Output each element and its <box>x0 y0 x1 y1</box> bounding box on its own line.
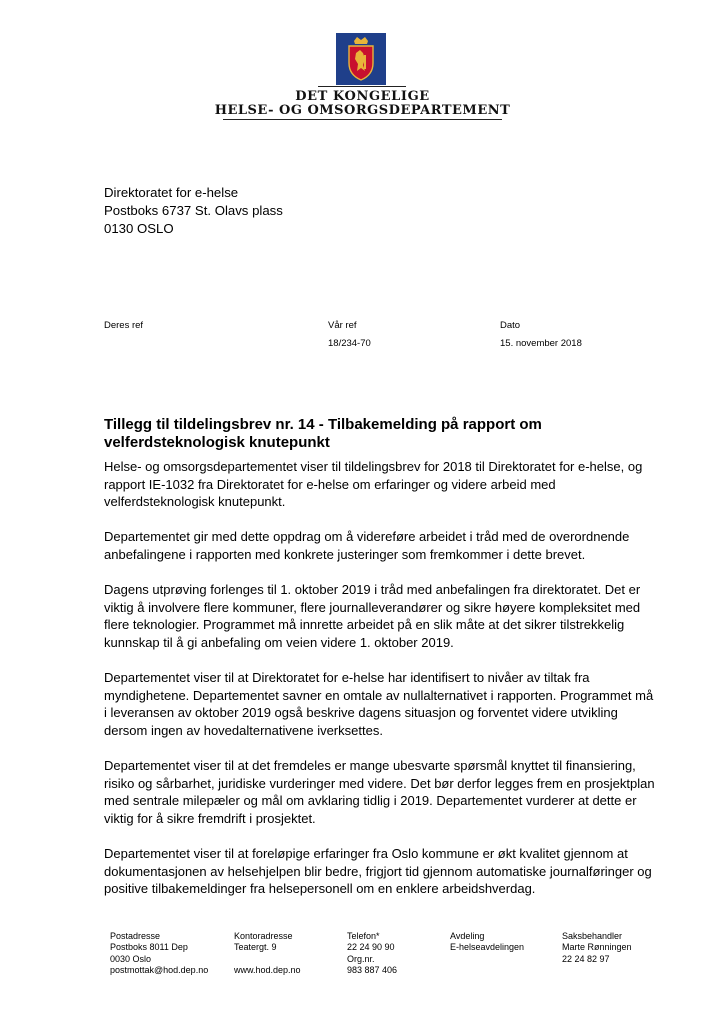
letter-title-line2: velferdsteknologisk knutepunkt <box>104 434 330 451</box>
letterhead-rule-bottom <box>223 119 502 120</box>
letterhead-line2: HELSE- OG OMSORGSDEPARTEMENT <box>214 103 511 118</box>
body-paragraph-4: Departementet viser til at Direktoratet for e-helse har identifisert to nivåer av tiltak fra myndighetene. Departementet savner en omtale av nullalternativet i rapporten. Programmet må i leveransen av oktober 2019 også beskrive dagens situasjon og forventet videre utvikling dersom ingen av hovedalternativene iverksettes. <box>104 670 654 738</box>
footer-avdeling <box>450 931 524 954</box>
footer-saksbehandler <box>562 931 632 965</box>
body-paragraph-5: Departementet viser til at det fremdeles er mange ubesvarte spørsmål knyttet til finansiering, risiko og sårbarhet, juridiske vurderinger med videre. Det bør derfor legges frem en prosjektplan med sentrale milepæler og mål om avklaring tidlig i 2019. Departementet vurderer at dette er viktig for å sikre fremdrift i prosjektet. <box>104 758 655 826</box>
footer-telefon-number: 22 24 90 90 <box>347 942 395 953</box>
footer-postadresse-city: 0030 Oslo <box>110 953 152 964</box>
footer-saksbehandler-phone: 22 24 82 97 <box>562 953 610 964</box>
footer-kontoradresse-label: Kontoradresse <box>234 931 293 941</box>
body-paragraph-6: Departementet viser til at foreløpige erfaringer fra Oslo kommune er økt kvalitet gjennom at dokumentasjonen av helsehjelpen blir bedre, frigjort tid gjennom automatiske journalføringer og positive tilbakemeldinger fra helsepersonell om en enklere arbeidshverdag. <box>104 846 652 897</box>
recipient-address <box>104 184 283 238</box>
body-paragraph-1: Helse- og omsorgsdepartementet viser til tildelingsbrev for 2018 til Direktoratet for e-helse, og rapport IE-1032 fra Direktoratet for e-helse om erfaringer og videre arbeid med velferdsteknologisk knutepunkt. <box>104 459 643 510</box>
footer-telefon-label: Telefon* <box>347 931 380 941</box>
letterhead-line1: DET KONGELIGE <box>295 89 430 104</box>
body-paragraph-3: Dagens utprøving forlenges til 1. oktober 2019 i tråd med anbefalingen fra direktoratet. Det er viktig å involvere flere kommuner, flere journalleverandører og sikre høyere kompleksitet med flere teknologier. Programmet må innrette arbeidet på en slik måte at det sikrer tilstrekkelig kunnskap til å gi anbefaling om veien videre 1. oktober 2019. <box>104 582 641 650</box>
footer-saksbehandler-name: Marte Rønningen <box>562 942 632 953</box>
footer-email: postmottak@hod.dep.no <box>110 964 209 975</box>
footer-avdeling-label: Avdeling <box>450 931 485 941</box>
footer-postadresse <box>110 931 208 976</box>
coat-of-arms-logo <box>336 33 386 85</box>
footer-avdeling-value: E-helseavdelingen <box>450 942 525 953</box>
body-paragraph-2: Departementet gir med dette oppdrag om å videreføre arbeidet i tråd med de overordnende anbefalingene i rapporten med konkrete justeringer som fremkommer i dette brevet. <box>104 529 630 562</box>
var-ref-value: 18/234-70 <box>328 338 371 349</box>
footer-kontoradresse-street: Teatergt. 9 <box>234 942 277 953</box>
footer-orgnr-label: Org.nr. <box>347 953 375 964</box>
dato-label: Dato <box>500 320 521 331</box>
footer-postadresse-label: Postadresse <box>110 931 161 941</box>
var-ref-label: Vår ref <box>328 320 357 331</box>
dato-value: 15. november 2018 <box>500 338 582 349</box>
recipient-name: Direktoratet for e-helse <box>104 185 239 200</box>
deres-ref-label: Deres ref <box>104 320 144 331</box>
footer-postadresse-box: Postboks 8011 Dep <box>110 942 188 953</box>
footer-orgnr-value: 983 887 406 <box>347 964 398 975</box>
letter-title-line1: Tillegg til tildelingsbrev nr. 14 - Tilbakemelding på rapport om <box>104 416 542 433</box>
footer-kontoradresse <box>234 931 301 976</box>
footer-saksbehandler-label: Saksbehandler <box>562 931 623 941</box>
footer-telefon <box>347 931 397 976</box>
footer-website: www.hod.dep.no <box>234 964 301 975</box>
footer-kontoradresse-blank <box>234 954 301 965</box>
recipient-city: 0130 OSLO <box>104 221 174 236</box>
recipient-street: Postboks 6737 St. Olavs plass <box>104 203 283 218</box>
letterhead-rule-top <box>318 86 406 87</box>
letter-title <box>104 416 624 452</box>
letter-body <box>104 458 659 915</box>
